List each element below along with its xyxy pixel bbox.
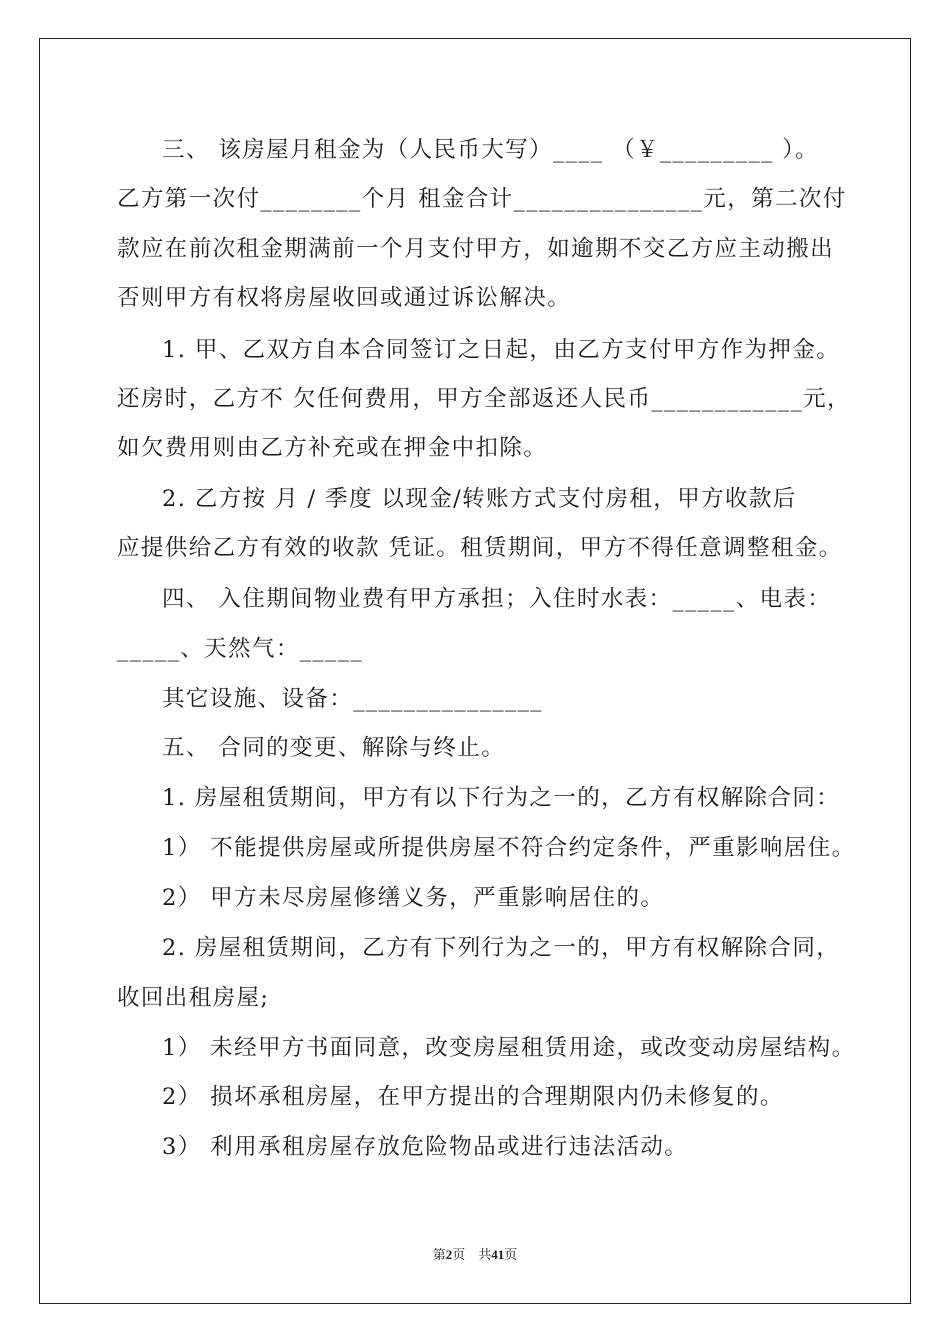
paragraph-line: 还房时，乙方不 欠任何费用，甲方全部返还人民币____________元， bbox=[117, 386, 851, 412]
paragraph-line: 款应在前次租金期满前一个月支付甲方，如逾期不交乙方应主动搬出 bbox=[117, 236, 835, 262]
paragraph-line: 应提供给乙方有效的收款 凭证。租赁期间，甲方不得任意调整租金。 bbox=[117, 535, 843, 561]
paragraph-line: 否则甲方有权将房屋收回或通过诉讼解决。 bbox=[117, 285, 572, 311]
paragraph-line: 2） 甲方未尽房屋修缮义务，严重影响居住的。 bbox=[162, 885, 665, 911]
paragraph-line: _____、天然气：_____ bbox=[117, 636, 364, 662]
page-prefix: 第 bbox=[432, 1248, 446, 1263]
page-border bbox=[39, 38, 911, 1304]
paragraph-line: 四、 入住期间物业费有甲方承担；入住时水表：_____、电表： bbox=[162, 586, 832, 612]
paragraph-line: 其它设施、设备：_______________ bbox=[162, 686, 543, 712]
paragraph-line: 2） 损坏承租房屋，在甲方提出的合理期限内仍未修复的。 bbox=[162, 1084, 784, 1110]
paragraph-line: 如欠费用则由乙方补充或在押金中扣除。 bbox=[117, 435, 548, 461]
paragraph-line: 三、 该房屋月租金为（人民币大写）____ （￥_________ ）。 bbox=[162, 137, 819, 163]
paragraph-line: 1） 不能提供房屋或所提供房屋不符合约定条件，严重影响居住。 bbox=[162, 835, 856, 861]
paragraph-line: 2. 房屋租赁期间，乙方有下列行为之一的，甲方有权解除合同， bbox=[162, 935, 841, 961]
paragraph-line: 3） 利用承租房屋存放危险物品或进行违法活动。 bbox=[162, 1134, 689, 1160]
paragraph-line: 1） 未经甲方书面同意，改变房屋租赁用途，或改变动房屋结构。 bbox=[162, 1035, 856, 1061]
paragraph-line: 1. 房屋租赁期间，甲方有以下行为之一的，乙方有权解除合同： bbox=[162, 785, 841, 811]
page-footer bbox=[0, 1244, 950, 1263]
current-page-number: 2 bbox=[445, 1247, 453, 1262]
paragraph-line: 五、 合同的变更、解除与终止。 bbox=[162, 735, 506, 761]
paragraph-line: 1. 甲、乙双方自本合同签订之日起，由乙方支付甲方作为押金。 bbox=[162, 337, 841, 363]
total-pages: 41 bbox=[491, 1247, 505, 1262]
paragraph-line: 收回出租房屋; bbox=[117, 985, 270, 1011]
page-suffix: 页 bbox=[504, 1248, 518, 1263]
page-mid: 页 共 bbox=[452, 1248, 492, 1263]
paragraph-line: 乙方第一次付________个月 租金合计_______________元，第二次付 bbox=[117, 186, 847, 212]
paragraph-line: 2. 乙方按 月 / 季度 以现金/转账方式支付房租，甲方收款后 bbox=[162, 486, 797, 512]
